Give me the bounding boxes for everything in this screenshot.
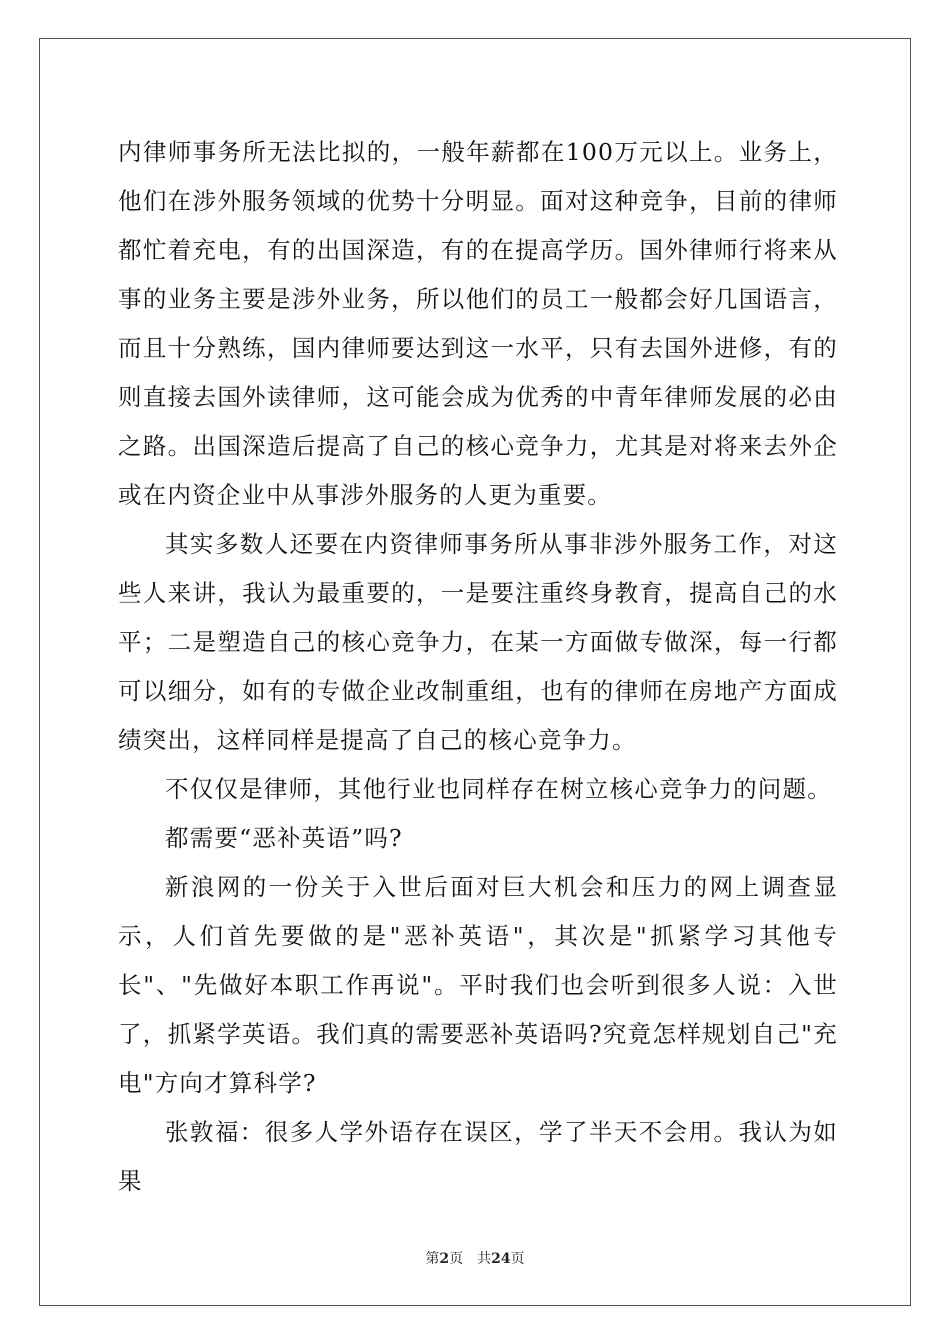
- page-number: 2: [439, 1251, 450, 1267]
- page-unit: 页: [449, 1251, 464, 1267]
- total-unit: 页: [510, 1251, 525, 1267]
- document-body: [118, 128, 838, 1206]
- paragraph-4: 新浪网的一份关于入世后面对巨大机会和压力的网上调查显示，人们首先要做的是"恶补英语"，其次是"抓紧学习其他专长"、"先做好本职工作再说"。平时我们也会听到很多人说：入世了，抓紧学英语。我们真的需要恶补英语吗?究竟怎样规划自己"充电"方向才算科学?: [118, 873, 838, 1097]
- total-prefix: 共: [477, 1251, 492, 1267]
- paragraph-3: 不仅仅是律师，其他行业也同样存在树立核心竞争力的问题。: [165, 775, 832, 803]
- page-footer: [0, 1248, 950, 1268]
- paragraph-5: 张敦福：很多人学外语存在误区，学了半天不会用。我认为如果: [118, 1118, 838, 1195]
- page-total: 24: [491, 1251, 511, 1267]
- section-heading: 都需要“恶补英语”吗?: [165, 824, 403, 852]
- paragraph-2: 其实多数人还要在内资律师事务所从事非涉外服务工作，对这些人来讲，我认为最重要的，一是要注重终身教育，提高自己的水平；二是塑造自己的核心竞争力，在某一方面做专做深，每一行都可以细分，如有的专做企业改制重组，也有的律师在房地产方面成绩突出，这样同样是提高了自己的核心竞争力。: [118, 530, 838, 754]
- page-prefix: 第: [425, 1251, 440, 1267]
- paragraph-1: 内律师事务所无法比拟的，一般年薪都在100万元以上。业务上，他们在涉外服务领域的优势十分明显。面对这种竞争，目前的律师都忙着充电，有的出国深造，有的在提高学历。国外律师行将来从事的业务主要是涉外业务，所以他们的员工一般都会好几国语言，而且十分熟练，国内律师要达到这一水平，只有去国外进修，有的则直接去国外读律师，这可能会成为优秀的中青年律师发展的必由之路。出国深造后提高了自己的核心竞争力，尤其是对将来去外企或在内资企业中从事涉外服务的人更为重要。: [118, 138, 838, 509]
